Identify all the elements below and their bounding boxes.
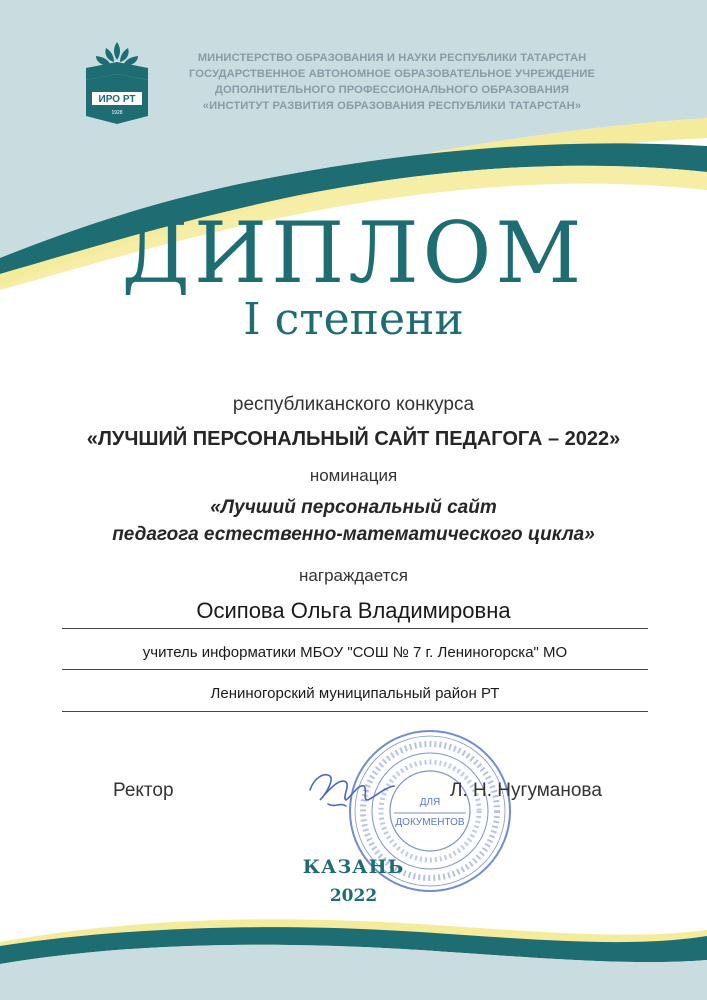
diploma-degree: I степени [243, 294, 464, 345]
handwritten-signature [300, 760, 410, 815]
recipient-position: учитель информатики МБОУ "СОШ № 7 г. Лениногорска" МО [142, 644, 568, 661]
logo-abbr: ИРО РТ [98, 94, 136, 105]
org-line-1: МИНИСТЕРСТВО ОБРАЗОВАНИЯ И НАУКИ РЕСПУБЛИКИ ТАТАРСТАН [197, 52, 587, 64]
nomination-label: номинация [309, 466, 398, 485]
footer-wave-decoration [0, 900, 707, 1000]
iro-rt-logo [80, 36, 154, 126]
nomination-line-1: «Лучший персональный сайт [210, 497, 497, 518]
contest-name: «ЛУЧШИЙ ПЕРСОНАЛЬНЫЙ САЙТ ПЕДАГОГА – 2022» [86, 428, 621, 450]
year: 2022 [329, 886, 378, 906]
signatory-role: Ректор [113, 780, 174, 801]
district-underline [62, 711, 648, 712]
position-underline [62, 669, 648, 670]
org-line-3: ДОПОЛНИТЕЛЬНОГО ПРОФЕССИОНАЛЬНОГО ОБРАЗОВАНИЯ [214, 84, 570, 96]
nomination-line-2: педагога естественно-математического цикла» [112, 524, 595, 545]
contest-intro: республиканского конкурса [232, 394, 475, 415]
seal-text-1: ДЛЯ [419, 797, 441, 808]
name-underline [62, 628, 648, 629]
signatory-name: Л. Н. Нугуманова [450, 780, 602, 801]
recipient-name: Осипова Ольга Владимировна [196, 598, 511, 623]
organization-header [172, 50, 612, 114]
nomination-title [0, 494, 707, 548]
seal-text-2: ДОКУМЕНТОВ [395, 817, 465, 828]
city: КАЗАНЬ [302, 856, 405, 878]
org-line-2: ГОСУДАРСТВЕННОЕ АВТОНОМНОЕ ОБРАЗОВАТЕЛЬНОЕ УЧРЕЖДЕНИЕ [188, 68, 596, 80]
logo-year: 1928 [111, 110, 123, 116]
org-line-4: «ИНСТИТУТ РАЗВИТИЯ ОБРАЗОВАНИЯ РЕСПУБЛИКИ ТАТАРСТАН» [202, 100, 582, 112]
recipient-district: Лениногорский муниципальный район РТ [210, 685, 500, 702]
diploma-title: ДИПЛОМ [121, 204, 586, 302]
awarded-label: награждается [299, 566, 408, 585]
